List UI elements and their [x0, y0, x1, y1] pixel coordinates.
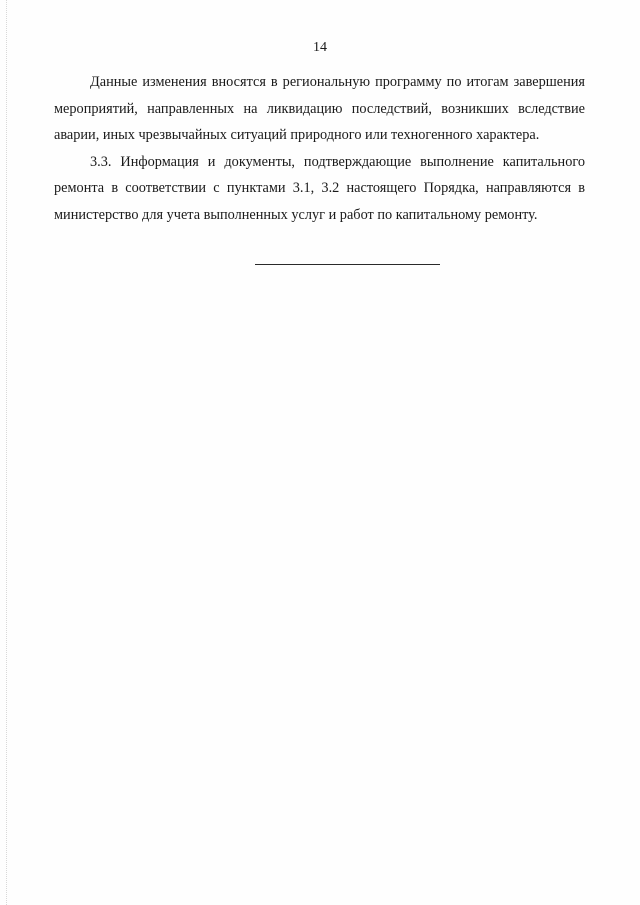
- scan-edge-artifact: [6, 0, 7, 905]
- page-number: 14: [313, 40, 327, 55]
- paragraph-regional-program-changes: Данные изменения вносятся в региональную программу по итогам завершения мероприятий, направленных на ликвидацию последствий, возникших вследствие аварии, иных чрезвычайных ситуаций природного или техногенного характера.: [54, 74, 585, 143]
- document-body: [54, 69, 585, 228]
- closing-separator-line: [255, 264, 440, 265]
- paragraph-3-3-information-documents: 3.3. Информация и документы, подтверждающие выполнение капитального ремонта в соответствии с пунктами 3.1, 3.2 настоящего Порядка, направляются в министерство для учета выполненных услуг и работ по капитальному ремонту.: [54, 153, 585, 223]
